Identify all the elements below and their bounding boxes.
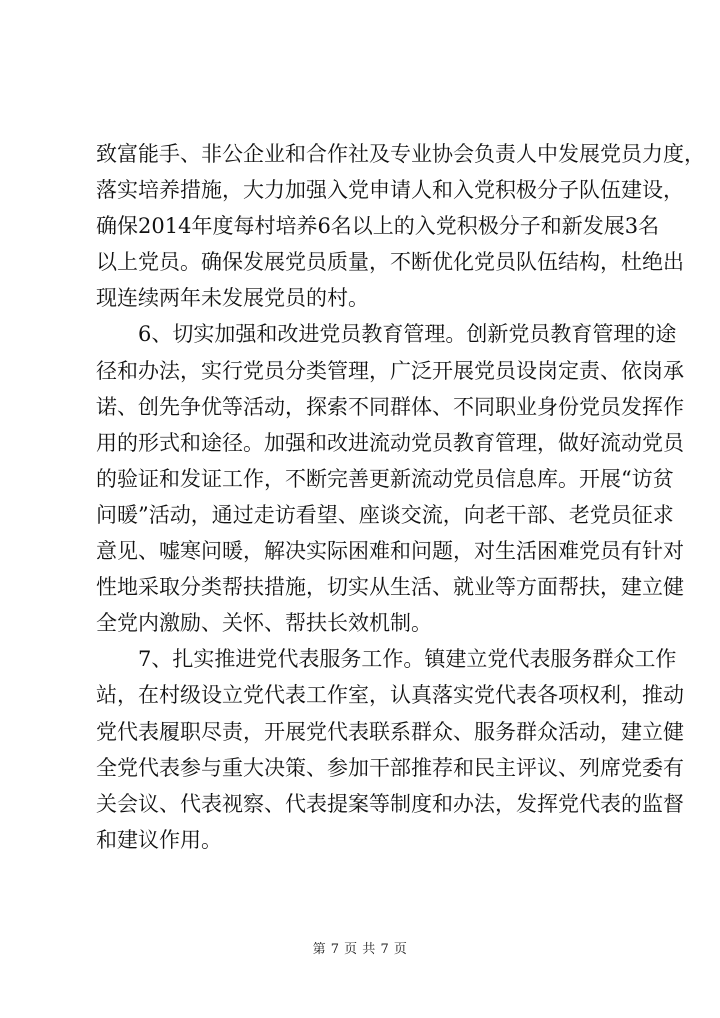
body-text [96, 136, 705, 858]
text-line: 径和办法，实行党员分类管理，广泛开展党员设岗定责、依岗承 [96, 358, 684, 383]
text-line: 关会议、代表视察、代表提案等制度和办法，发挥党代表的监督 [96, 791, 684, 816]
text-line: 的验证和发证工作，不断完善更新流动党员信息库。开展“访贫 [96, 466, 674, 491]
page-number-footer: 第 7 页 共 7 页 [312, 942, 408, 957]
text-line: 性地采取分类帮扶措施，切实从生活、就业等方面帮扶，建立健 [96, 575, 684, 600]
text-line: 现连续两年未发展党员的村。 [96, 286, 369, 311]
text-line: 确保2014年度每村培养6名以上的入党积极分子和新发展3名 [96, 214, 660, 239]
paragraph-6-first-line: 6、切实加强和改进党员教育管理。创新党员教育管理的途 [138, 322, 677, 347]
text-line: 以上党员。确保发展党员质量，不断优化党员队伍结构，杜绝出 [96, 250, 684, 275]
text-line: 党代表履职尽责，开展党代表联系群众、服务群众活动，建立健 [96, 719, 684, 744]
text-line: 诺、创先争优等活动，探索不同群体、不同职业身份党员发挥作 [96, 394, 684, 419]
text-line: 全党代表参与重大决策、参加干部推荐和民主评议、列席党委有 [96, 755, 684, 780]
text-line: 用的形式和途径。加强和改进流动党员教育管理，做好流动党员 [96, 430, 684, 455]
text-line: 和建议作用。 [96, 827, 222, 852]
text-line: 全党内激励、关怀、帮扶长效机制。 [96, 611, 432, 636]
text-line: 意见、嘘寒问暖，解决实际困难和问题，对生活困难党员有针对 [96, 539, 684, 564]
text-line: 落实培养措施，大力加强入党申请人和入党积极分子队伍建设， [96, 178, 684, 203]
text-line: 问暖”活动，通过走访看望、座谈交流，向老干部、老党员征求 [96, 502, 674, 527]
text-line: 致富能手、非公企业和合作社及专业协会负责人中发展党员力度， [96, 142, 705, 166]
text-line: 站，在村级设立党代表工作室，认真落实党代表各项权利，推动 [96, 683, 684, 708]
paragraph-7-first-line: 7、扎实推进党代表服务工作。镇建立党代表服务群众工作 [138, 647, 677, 672]
